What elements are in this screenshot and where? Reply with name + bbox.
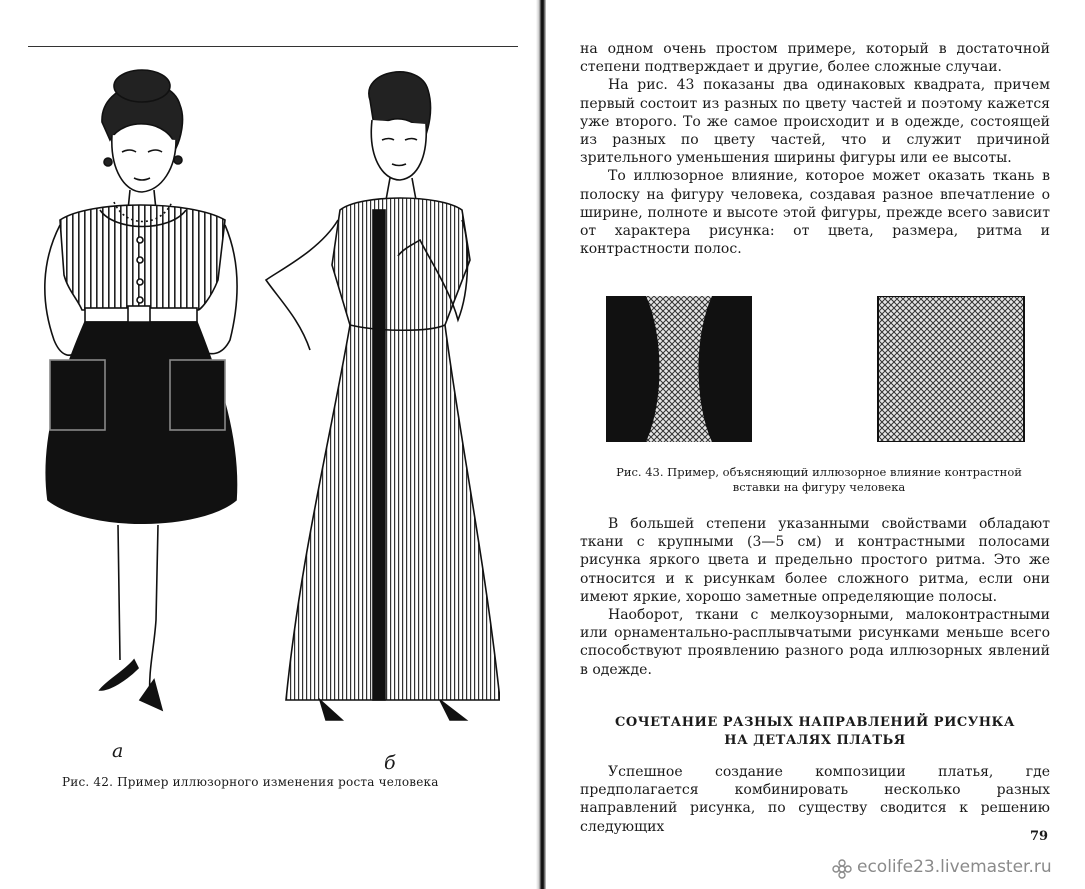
- body-text-top: [580, 40, 1050, 258]
- contrast-square: [606, 296, 752, 442]
- flower-icon: [832, 859, 852, 879]
- figure-43-illustration: [606, 296, 1026, 442]
- paragraph: Успешное создание композиции платья, где предполагается комбинировать несколько разных направлений рисунка, по существу сводится к решению следующих: [580, 764, 1050, 835]
- paragraph: В большей степени указанными свойствами обладают ткани с крупными (3—5 см) и контрастными полосами рисунка яркого цвета и предельно простого ритма. Это же относится и к рисункам более сложного ритма, если они имеют яркие, хорошо заметные определяющие полосы.: [580, 516, 1050, 605]
- heading-line: НА ДЕТАЛЯХ ПЛАТЬЯ: [724, 733, 906, 748]
- uniform-square: [878, 296, 1024, 442]
- paragraph: То иллюзорное влияние, которое может оказать ткань в полоску на фигуру человека, создавая разное впечатление о ширине, полноте и высоте этой фигуры, прежде всего зависит от характера рисунка: от цвета, размера, ритма и контрастности полос.: [580, 168, 1050, 258]
- heading-line: СОЧЕТАНИЕ РАЗНЫХ НАПРАВЛЕНИЙ РИСУНКА: [615, 715, 1015, 730]
- figure-43-caption: Рис. 43. Пример, объясняющий иллюзорное влияние контрастной вставки на фигуру человека: [616, 465, 1022, 494]
- figure-label-b: б: [384, 752, 396, 774]
- figure-42-illustration: [30, 60, 500, 740]
- paragraph: на одном очень простом примере, который в достаточной степени подтверждает и другие, более сложные случаи.: [580, 41, 1050, 76]
- figure-42-caption: Рис. 42. Пример иллюзорного изменения роста человека: [62, 775, 439, 789]
- section-heading: [580, 714, 1050, 750]
- body-text-middle: [580, 515, 1050, 679]
- body-text-bottom: [580, 763, 1050, 836]
- left-page: [0, 0, 538, 889]
- paragraph: На рис. 43 показаны два одинаковых квадрата, причем первый состоит из разных по цвету частей и поэтому кажется уже второго. То же самое происходит и в одежде, состоящей из разных по цвету частей, что и служит причиной зрительного уменьшения ширины фигуры или ее высоты.: [580, 77, 1050, 167]
- top-rule: [28, 46, 518, 47]
- woman-b-figure: [266, 72, 500, 720]
- woman-a-figure: [45, 70, 237, 710]
- paragraph: Наоборот, ткани с мелкоузорными, малоконтрастными или орнаментально-расплывчатыми рисунками меньше всего способствуют проявлению разного рода иллюзорных явлений в одежде.: [580, 607, 1050, 678]
- watermark: ecolife23.livemaster.ru: [857, 857, 1052, 877]
- figure-label-a: а: [112, 740, 124, 762]
- page-number: 79: [1030, 829, 1049, 844]
